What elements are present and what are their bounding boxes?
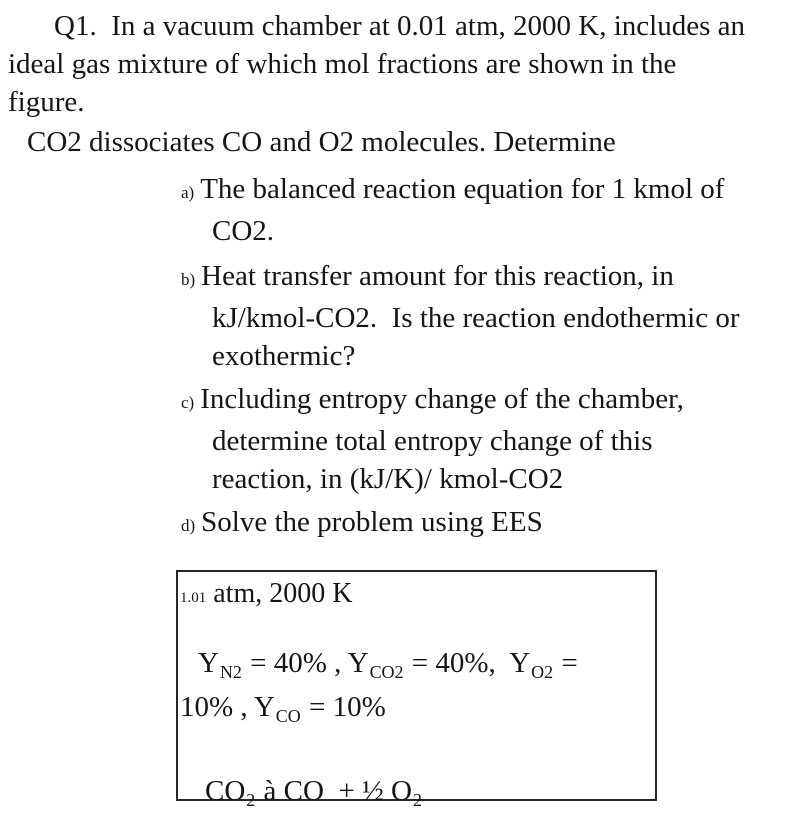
intro-line-3: figure.: [8, 86, 85, 118]
figure-box: [176, 570, 657, 811]
part-b-text: Heat transfer amount for this reaction, in: [201, 260, 674, 292]
part-d-marker: d): [181, 516, 196, 535]
statement-line: CO2 dissociates CO and O2 molecules. Determine: [27, 126, 616, 158]
part-item-d: [181, 503, 543, 545]
part-a-first-line: [181, 170, 724, 212]
intro-line-2: ideal gas mixture of which mol fractions are shown in the: [8, 48, 677, 80]
box-header-conditions: atm, 2000 K: [206, 578, 353, 609]
part-d-first-line: [181, 503, 543, 545]
part-a-text: The balanced reaction equation for 1 kmol of: [200, 173, 725, 205]
pressure-value: 1.01: [180, 590, 207, 606]
part-b-cont-line-2: exothermic?: [212, 340, 356, 372]
part-b-cont-line-1: kJ/kmol-CO2. Is the reaction endothermic or: [212, 302, 740, 334]
part-c-marker: c): [181, 393, 195, 412]
part-b-first-line: [181, 257, 740, 299]
mole-fraction-line-2: 10% , $Y_{CO} = 10\%$: [180, 691, 386, 727]
mole-fraction-line-1: $Y_{N2} = 40\%$ , $Y_{CO2} = 40\%$, $Y_{O2}$ =: [198, 647, 578, 683]
part-item-c: [181, 380, 684, 498]
part-c-cont-line-1: determine total entropy change of this: [212, 425, 653, 457]
part-a-cont-line: CO2.: [212, 215, 275, 247]
part-c-text: Including entropy change of the chamber,: [200, 383, 684, 415]
intro-line-1: Q1. In a vacuum chamber at 0.01 atm, 2000 K, includes an: [54, 10, 745, 42]
reaction-equation: $CO_2$ à CO + ½ $O_2$: [205, 775, 422, 811]
part-item-a: [181, 170, 724, 250]
part-item-b: [181, 257, 740, 375]
intro-paragraph: [8, 7, 798, 121]
part-c-first-line: [181, 380, 684, 422]
part-c-cont-line-2: reaction, in (kJ/K)/ kmol-CO2: [212, 463, 564, 495]
part-d-text: Solve the problem using EES: [201, 506, 543, 538]
part-a-marker: a): [181, 183, 195, 202]
part-b-marker: b): [181, 270, 196, 289]
box-header: [180, 578, 352, 610]
